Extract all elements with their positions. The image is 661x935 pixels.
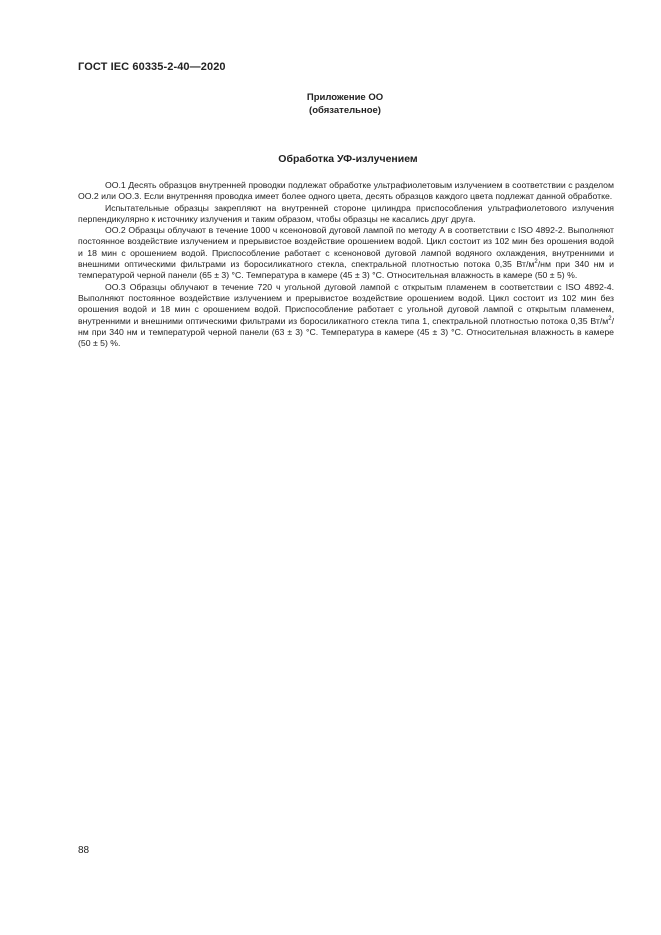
paragraph-oo3-part2: /нм при 340 нм и температурой черной панели (63 ± 3) °С. Температура в камере (45 ± 3) °С. Относительная влажность в камере (50 ± 5) %. xyxy=(78,315,614,349)
paragraph-oo2-part1: ОО.2 Образцы облучают в течение 1000 ч ксеноновой дуговой лампой по методу А в соответствии с ISO 4892-2. Выполняют постоянное воздействие излучением и прерывистое воздействие орошением водой. Цикл состоит из 102 мин без орошения водой и 18 мин с орошением водой. Приспособление работает с ксеноновой дуговой лампой водяного охлаждения, внутренними и внешними оптическими фильтрами из боросиликатного стекла, спектральной плотностью потока 0,35 Вт/м xyxy=(78,225,614,270)
body-text xyxy=(78,180,614,349)
section-title: Обработка УФ-излучением xyxy=(278,153,418,165)
paragraph-oo3-part1: ОО.3 Образцы облучают в течение 720 ч угольной дуговой лампой с открытым пламенем в соответствии с ISO 4892-4. Выполняют постоянное воздействие излучением и прерывистое воздействие орошением водой. Цикл состоит из 102 мин без орошения водой и 18 мин с орошением водой. Приспособление работает с угольной дуговой лампой с открытым пламенем, внутренними и внешними оптическими фильтрами из боросиликатного стекла типа 1, спектральной плотностью потока 0,35 Вт/м xyxy=(78,281,614,326)
paragraph-oo1: ОО.1 Десять образцов внутренней проводки подлежат обработке ультрафиолетовым излучением в соответствии с разделом ОО.2 или ОО.3. Если внутренняя проводка имеет более одного цвета, десять образцов каждого цвета подлежат данной обработке. xyxy=(78,180,614,202)
document-code: ГОСТ IEC 60335-2-40—2020 xyxy=(78,61,226,73)
paragraph-oo2-part2: /нм при 340 нм и температурой черной панели (65 ± 3) °С. Температура в камере (45 ± 3) °С. Относительная влажность в камере (50 ± 5) %. xyxy=(78,259,614,281)
paragraph-oo2 xyxy=(78,225,614,281)
superscript: 2 xyxy=(534,259,538,266)
page-number: 88 xyxy=(78,845,90,856)
superscript: 2 xyxy=(608,315,612,322)
appendix-heading xyxy=(300,91,390,117)
paragraph-specimens: Испытательные образцы закрепляют на внутренней стороне цилиндра приспособления ультрафиолетового излучения перпендикулярно к источнику излучения и таким образом, чтобы образцы не касались друг друга. xyxy=(78,202,614,224)
paragraph-oo3 xyxy=(78,282,614,350)
appendix-title: Приложение ОО xyxy=(306,92,384,103)
appendix-status: (обязательное) xyxy=(309,105,381,116)
